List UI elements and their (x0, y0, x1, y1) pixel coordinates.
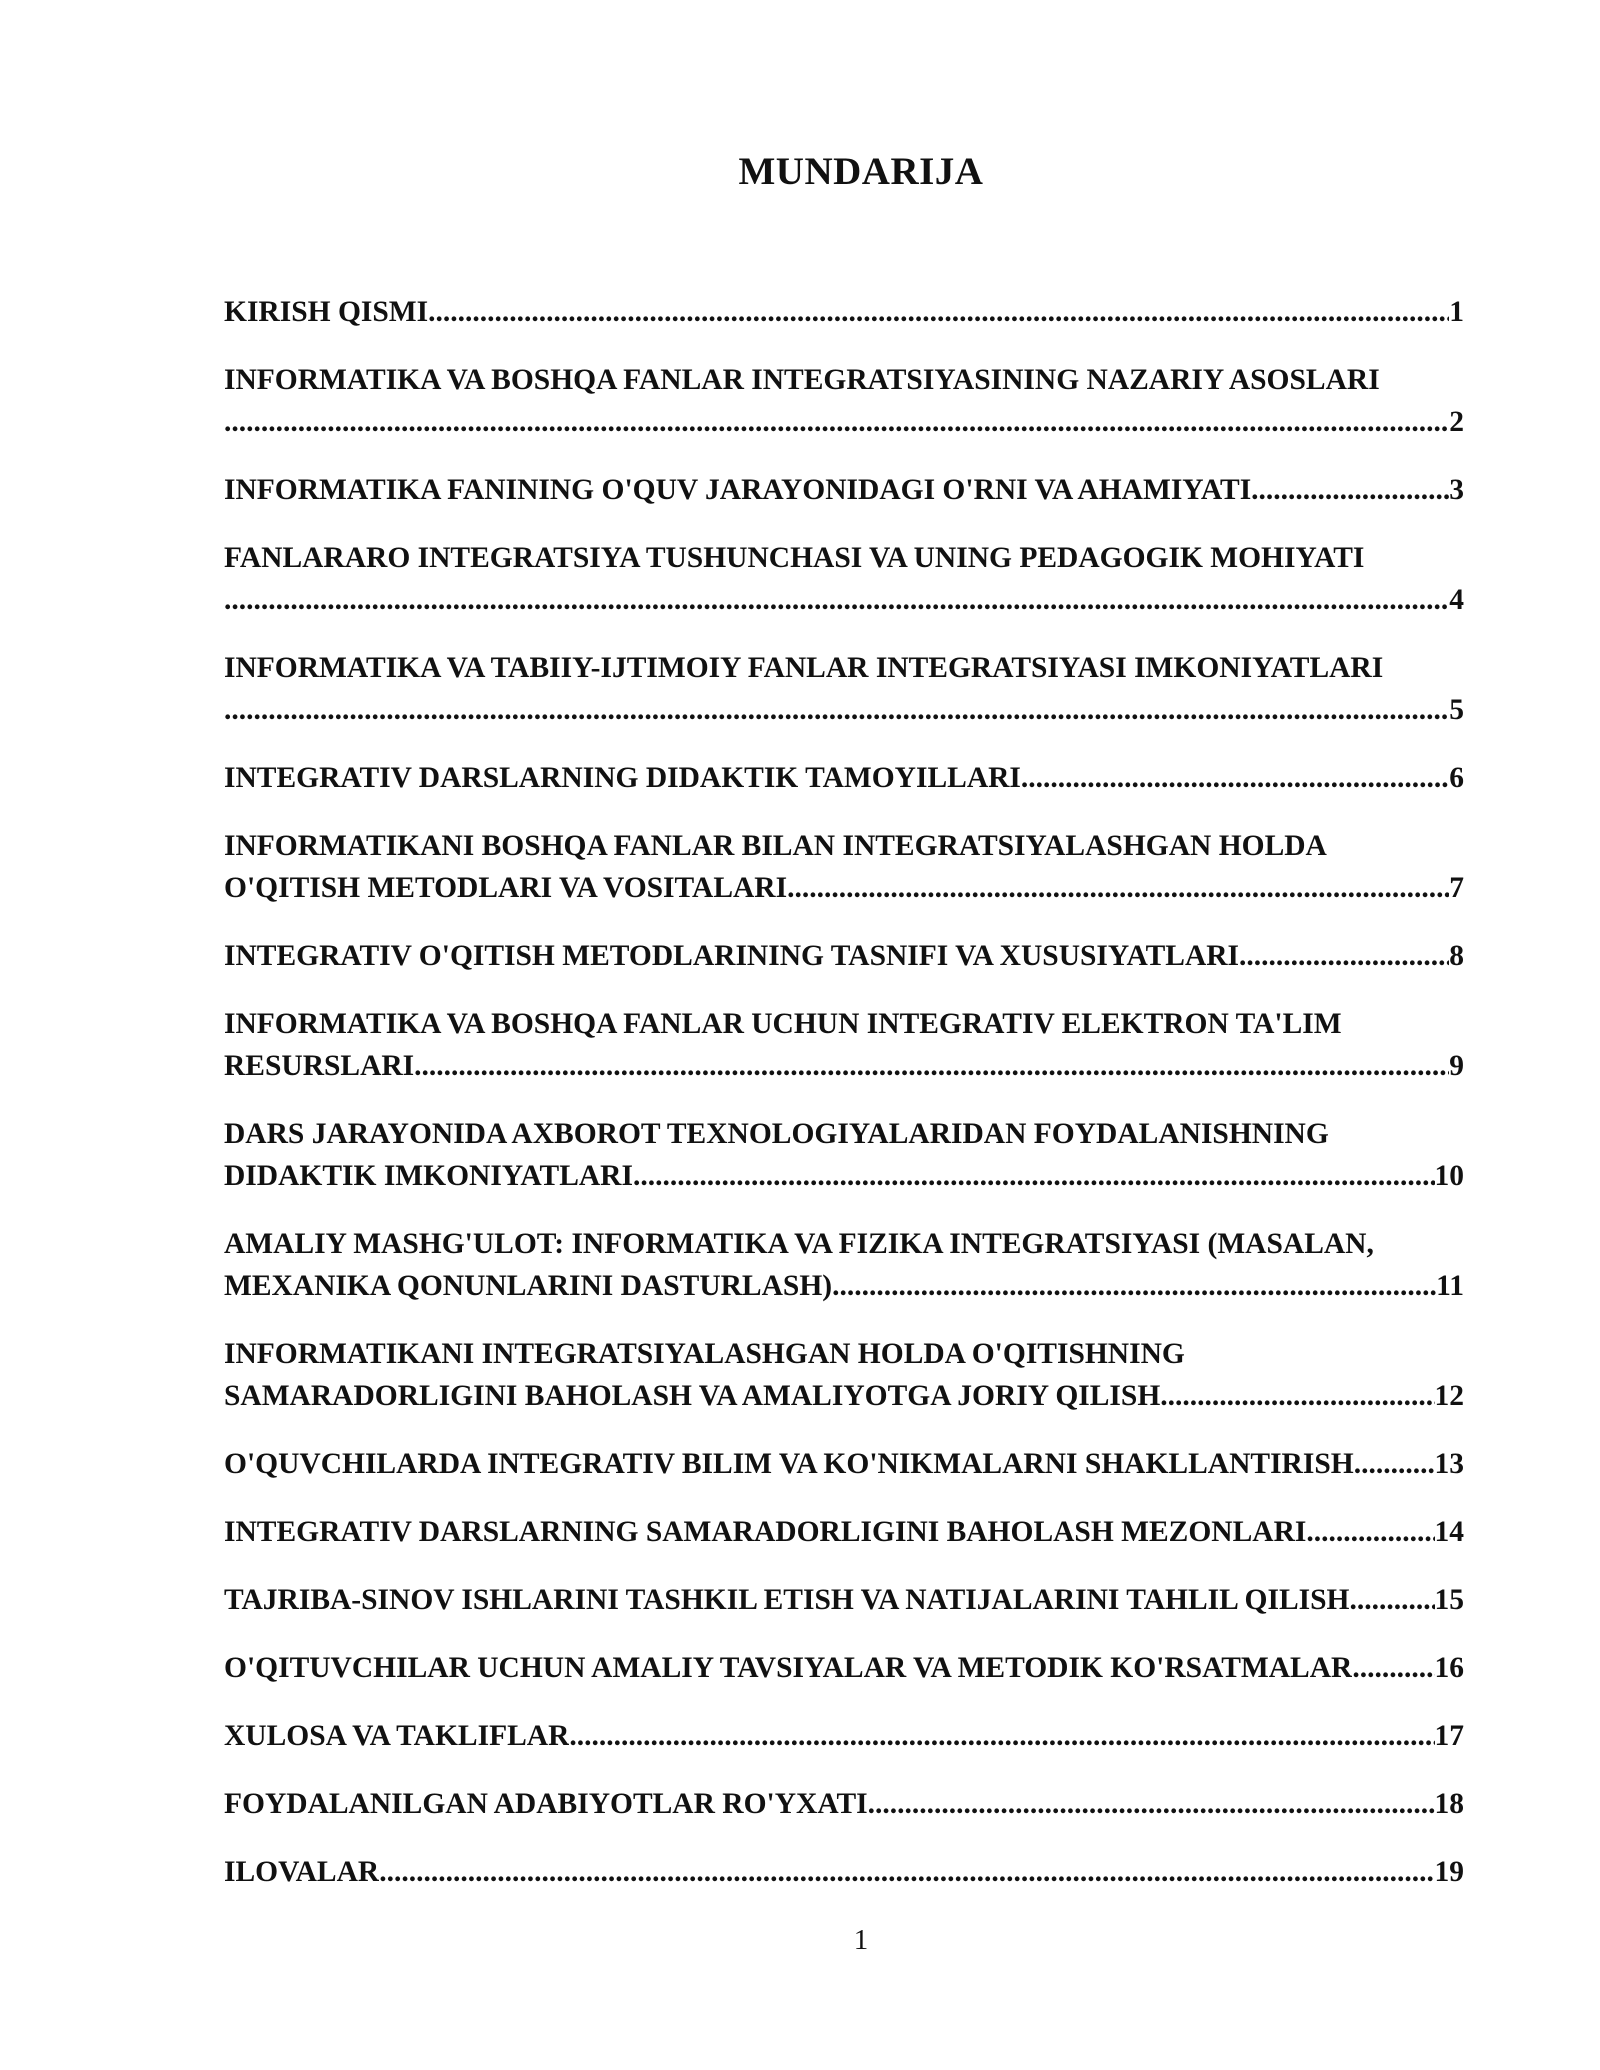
toc-page-number: 18 (1434, 1788, 1464, 1820)
toc-entry[interactable] (224, 647, 1464, 731)
toc-entry-line (224, 825, 1464, 867)
toc-entry-line (224, 401, 1464, 443)
toc-page-number: 5 (1449, 694, 1464, 726)
toc-entry[interactable] (224, 1333, 1464, 1417)
toc-entry-line (224, 1265, 1464, 1307)
page-number: 1 (853, 1924, 869, 1956)
toc-entry-line (224, 1851, 1464, 1893)
toc-entry[interactable] (224, 537, 1464, 621)
toc-entry-line (224, 1003, 1464, 1045)
toc-page-number: 6 (1449, 762, 1464, 794)
toc-page-number: 9 (1449, 1050, 1464, 1082)
toc-entry[interactable] (224, 1783, 1464, 1825)
toc-entry-line (224, 647, 1464, 689)
toc-dot-leader (1239, 935, 1449, 977)
toc-entry-title: DIDAKTIK IMKONIYATLARI (224, 1160, 633, 1192)
toc-entry-line (224, 291, 1464, 333)
toc-entry-line (224, 867, 1464, 909)
toc-entry-title: INFORMATIKA VA BOSHQA FANLAR UCHUN INTEGRATIV ELEKTRON TA'LIM (224, 1008, 1342, 1040)
toc-entry-title: INFORMATIKA VA TABIIY-IJTIMOIY FANLAR INTEGRATSIYASI IMKONIYATLARI (224, 652, 1384, 684)
toc-entry[interactable] (224, 1851, 1464, 1893)
toc-entry-line (224, 757, 1464, 799)
toc-entry-title: INFORMATIKANI BOSHQA FANLAR BILAN INTEGRATSIYALASHGAN HOLDA (224, 830, 1327, 862)
toc-dot-leader (569, 1715, 1434, 1757)
toc-dot-leader (1349, 1579, 1434, 1621)
toc-entry[interactable] (224, 1647, 1464, 1689)
toc-page-number: 4 (1449, 584, 1464, 616)
toc-page-number: 11 (1436, 1270, 1464, 1302)
toc-page-number: 1 (1449, 296, 1464, 328)
toc-dot-leader (1306, 1511, 1434, 1553)
toc-entry-title: FOYDALANILGAN ADABIYOTLAR RO'YXATI (224, 1788, 868, 1820)
toc-entry-line (224, 359, 1464, 401)
toc-page-number: 16 (1434, 1652, 1464, 1684)
toc-entry-title: RESURSLARI (224, 1050, 415, 1082)
toc-dot-leader (868, 1783, 1435, 1825)
toc-entry[interactable] (224, 935, 1464, 977)
toc-entry-title: INFORMATIKANI INTEGRATSIYALASHGAN HOLDA O'QITISHNING (224, 1338, 1185, 1370)
toc-dot-leader (224, 689, 1449, 731)
toc-page-number: 19 (1434, 1856, 1464, 1888)
toc-entry[interactable] (224, 359, 1464, 443)
toc-entry-title: O'QITUVCHILAR UCHUN AMALIY TAVSIYALAR VA METODIK KO'RSATMALAR (224, 1652, 1353, 1684)
toc-entry-title: TAJRIBA-SINOV ISHLARINI TASHKIL ETISH VA NATIJALARINI TAHLIL QILISH (224, 1584, 1350, 1616)
toc-entry[interactable] (224, 1511, 1464, 1553)
toc-entry-title: O'QITISH METODLARI VA VOSITALARI (224, 872, 788, 904)
toc-dot-leader (428, 291, 1449, 333)
toc-page-number: 17 (1434, 1720, 1464, 1752)
toc-entry-line (224, 1715, 1464, 1757)
toc-entry-line (224, 1647, 1464, 1689)
toc-page-number: 14 (1434, 1516, 1464, 1548)
page-title: MUNDARIJA (738, 150, 984, 193)
toc-entry-line (224, 689, 1464, 731)
toc-dot-leader (1352, 1647, 1434, 1689)
toc-entry-title: INFORMATIKA VA BOSHQA FANLAR INTEGRATSIYASINING NAZARIY ASOSLARI (224, 364, 1380, 396)
toc-page-number: 13 (1434, 1448, 1464, 1480)
toc-entry-line (224, 1511, 1464, 1553)
toc-page-number: 8 (1449, 940, 1464, 972)
toc-page-number: 3 (1449, 474, 1464, 506)
toc-entry-title: INFORMATIKA FANINING O'QUV JARAYONIDAGI O'RNI VA AHAMIYATI (224, 474, 1252, 506)
toc-entry[interactable] (224, 291, 1464, 333)
toc-entry-title: FANLARARO INTEGRATSIYA TUSHUNCHASI VA UNING PEDAGOGIK MOHIYATI (224, 542, 1365, 574)
toc-entry-title: SAMARADORLIGINI BAHOLASH VA AMALIYOTGA JORIY QILISH (224, 1380, 1161, 1412)
toc-entry-title: AMALIY MASHG'ULOT: INFORMATIKA VA FIZIKA INTEGRATSIYASI (MASALAN, (224, 1228, 1374, 1260)
toc-entry[interactable] (224, 469, 1464, 511)
toc-entry-title: KIRISH QISMI (224, 296, 429, 328)
toc-entry[interactable] (224, 757, 1464, 799)
toc-entry-title: ILOVALAR (224, 1856, 380, 1888)
toc-entry-line (224, 1155, 1464, 1197)
toc-dot-leader (1160, 1375, 1434, 1417)
toc-entry-line (224, 1375, 1464, 1417)
toc-dot-leader (633, 1155, 1435, 1197)
toc-page-number: 2 (1449, 406, 1464, 438)
toc-entry-title: O'QUVCHILARDA INTEGRATIV BILIM VA KO'NIKMALARNI SHAKLLANTIRISH (224, 1448, 1354, 1480)
toc-dot-leader (1251, 469, 1449, 511)
toc-entry-line (224, 469, 1464, 511)
toc-entry-title: XULOSA VA TAKLIFLAR (224, 1720, 570, 1752)
toc-entry-line (224, 579, 1464, 621)
toc-entry-title: DARS JARAYONIDA AXBOROT TEXNOLOGIYALARIDAN FOYDALANISHNING (224, 1118, 1329, 1150)
table-of-contents (224, 291, 1464, 1919)
toc-entry-line (224, 1443, 1464, 1485)
toc-entry[interactable] (224, 1223, 1464, 1307)
toc-entry-title: INTEGRATIV DARSLARNING DIDAKTIK TAMOYILLARI (224, 762, 1021, 794)
toc-page-number: 10 (1434, 1160, 1464, 1192)
toc-entry-line (224, 1783, 1464, 1825)
toc-dot-leader (1021, 757, 1449, 799)
toc-dot-leader (1354, 1443, 1435, 1485)
toc-entry-title: MEXANIKA QONUNLARINI DASTURLASH) (224, 1270, 833, 1302)
toc-entry-title: INTEGRATIV O'QITISH METODLARINING TASNIFI VA XUSUSIYATLARI (224, 940, 1240, 972)
toc-entry[interactable] (224, 1443, 1464, 1485)
toc-dot-leader (224, 401, 1449, 443)
toc-entry-line (224, 537, 1464, 579)
toc-page-number: 15 (1434, 1584, 1464, 1616)
toc-entry[interactable] (224, 1113, 1464, 1197)
toc-dot-leader (379, 1851, 1434, 1893)
toc-entry-line (224, 1113, 1464, 1155)
toc-entry[interactable] (224, 1003, 1464, 1087)
toc-entry-line (224, 1045, 1464, 1087)
toc-entry-title: INTEGRATIV DARSLARNING SAMARADORLIGINI BAHOLASH MEZONLARI (224, 1516, 1307, 1548)
toc-entry-line (224, 1333, 1464, 1375)
toc-dot-leader (832, 1265, 1436, 1307)
toc-page-number: 12 (1434, 1380, 1464, 1412)
toc-entry[interactable] (224, 1579, 1464, 1621)
toc-entry-line (224, 1223, 1464, 1265)
toc-dot-leader (414, 1045, 1449, 1087)
toc-entry[interactable] (224, 1715, 1464, 1757)
toc-entry-line (224, 935, 1464, 977)
toc-dot-leader (787, 867, 1449, 909)
toc-dot-leader (224, 579, 1449, 621)
toc-entry-line (224, 1579, 1464, 1621)
toc-page-number: 7 (1449, 872, 1464, 904)
toc-entry[interactable] (224, 825, 1464, 909)
